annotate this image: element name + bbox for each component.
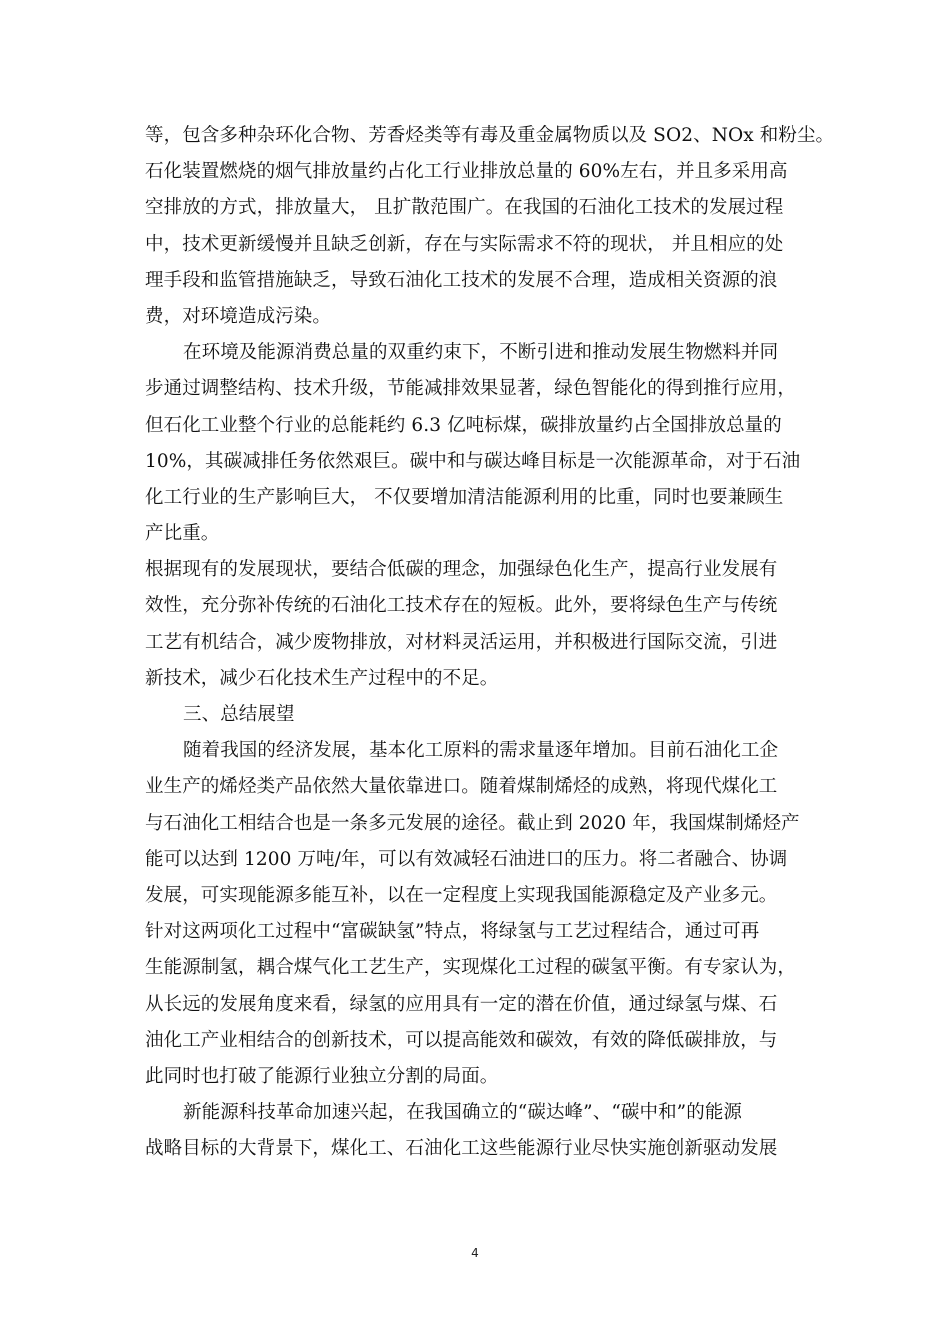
text-line: 油化工产业相结合的创新技术，可以提高能效和碳效，有效的降低碳排放，与 [145, 1029, 778, 1051]
text-line: 空排放的方式，排放量大， 且扩散范围广。在我国的石油化工技术的发展过程 [145, 197, 784, 219]
text-line: 与石油化工相结合也是一条多元发展的途径。截止到 2020 年，我国煤制烯烃产 [145, 812, 800, 834]
text-line: 产比重。 [145, 523, 220, 545]
text-line: 费，对环境造成污染。 [145, 305, 332, 327]
text-line: 等，包含多种杂环化合物、芳香烃类等有毒及重金属物质以及 SO2、NOx 和粉尘。 [145, 125, 835, 146]
text-line: 在环境及能源消费总量的双重约束下，不断引进和推动发展生物燃料并同 [183, 342, 779, 364]
page-number: 4 [471, 1246, 479, 1260]
text-line: 生能源制氢，耦合煤气化工艺生产，实现煤化工过程的碳氢平衡。有专家认为， [145, 957, 797, 979]
document-body [145, 118, 835, 1167]
text-line: 三、总结展望 [183, 704, 295, 725]
text-line: 从长远的发展角度来看，绿氢的应用具有一定的潜在价值，通过绿氢与煤、石 [145, 993, 778, 1015]
text-line: 针对这两项化工过程中“富碳缺氢”特点，将绿氢与工艺过程结合，通过可再 [145, 921, 760, 943]
text-line: 但石化工业整个行业的总能耗约 6.3 亿吨标煤，碳排放量约占全国排放总量的 [145, 414, 782, 436]
text-line: 新技术，减少石化技术生产过程中的不足。 [145, 667, 499, 689]
text-line: 理手段和监管措施缺乏，导致石油化工技术的发展不合理，造成相关资源的浪 [145, 269, 778, 291]
text-line: 随着我国的经济发展，基本化工原料的需求量逐年增加。目前石油化工企 [183, 740, 779, 762]
text-line: 业生产的烯烃类产品依然大量依靠进口。随着煤制烯烃的成熟，将现代煤化工 [145, 776, 778, 798]
text-line: 发展，可实现能源多能互补，以在一定程度上实现我国能源稳定及产业多元。 [145, 884, 778, 906]
text-line: 10%，其碳减排任务依然艰巨。碳中和与碳达峰目标是一次能源革命，对于石油 [145, 450, 801, 472]
text-line: 新能源科技革命加速兴起，在我国确立的“碳达峰”、“碳中和”的能源 [183, 1102, 743, 1124]
text-line: 效性，充分弥补传统的石油化工技术存在的短板。此外，要将绿色生产与传统 [145, 595, 778, 617]
text-line: 战略目标的大背景下，煤化工、石油化工这些能源行业尽快实施创新驱动发展 [145, 1138, 778, 1160]
text-line: 石化装置燃烧的烟气排放量约占化工行业排放总量的 60%左右，并且多采用高 [145, 161, 788, 183]
text-line: 化工行业的生产影响巨大， 不仅要增加清洁能源利用的比重，同时也要兼顾生 [145, 486, 784, 508]
text-line: 此同时也打破了能源行业独立分割的局面。 [145, 1065, 499, 1087]
text-line: 能可以达到 1200 万吨/年，可以有效减轻石油进口的压力。将二者融合、协调 [145, 848, 788, 870]
text-line: 工艺有机结合，减少废物排放，对材料灵活运用，并积极进行国际交流，引进 [145, 631, 778, 653]
text-line: 中，技术更新缓慢并且缺乏创新，存在与实际需求不符的现状， 并且相应的处 [145, 233, 784, 255]
text-line: 根据现有的发展现状，要结合低碳的理念，加强绿色化生产，提高行业发展有 [145, 559, 778, 581]
text-line: 步通过调整结构、技术升级，节能减排效果显著，绿色智能化的得到推行应用， [145, 378, 797, 400]
